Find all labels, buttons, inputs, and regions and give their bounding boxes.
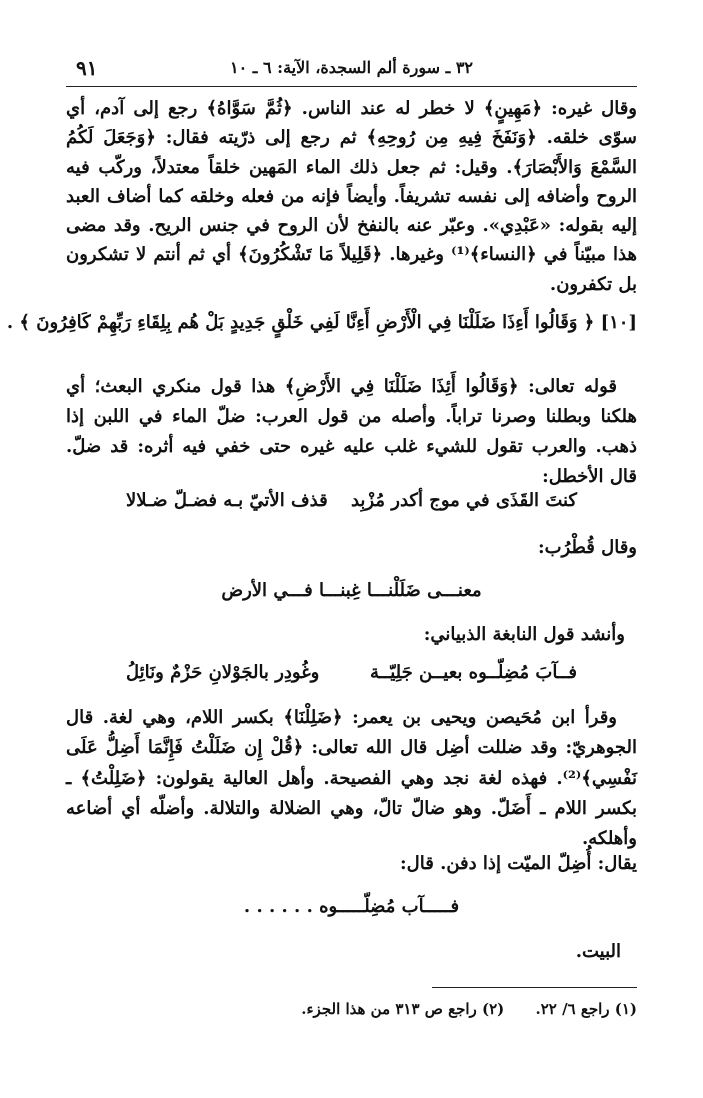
running-head: ٣٢ ـ سورة ألم السجدة، الآية: ٦ ـ ١٠ — [229, 58, 474, 77]
poem-nabigha-second-hemistich: وغُودِر بالجَوْلانِ حَزْمٌ ونَائِلُ — [126, 662, 320, 683]
paragraph-3-text: وقرأ ابن مُحَيصن ويحيى بن يعمر: ﴿ضَلِلْنَا﴾ بكسر اللام، وهي لغة. قال الجوهريّ: وقد ضللت أضِل قال الله تعالى: ﴿قُلْ إِن ضَلَلْتُ فَإِنَّمَا أَضِلُّ عَلَى نَفْسِي﴾⁽²⁾. فهذه لغة نجد وهي الفصيحة. وأهل العالية يقولون: ﴿ضَلِلْتُ﴾ ـ بكسر اللام ـ أَضَلّ. وهو ضالّ تالّ، وهي الضلالة والتلالة. وأضلّه أي أضاعه وأهلكه. — [66, 707, 637, 850]
footnote-divider — [432, 987, 637, 988]
footnotes — [301, 1000, 637, 1018]
paragraph-2-text: قوله تعالى: ﴿وَقَالُوا أَئِذَا ضَلَلْنَا فِي الأَرْضِ﴾ هذا قول منكري البعث؛ أي هلكنا وبطلنا وصرنا تراباً. وأصله من قول العرب: ضلّ الماء في اللبن إذا ذهب. والعرب تقول للشيء غلب عليه غيره حتى خفي فيه أثره: قد ضلّ. قال الأخطل: — [66, 376, 637, 487]
paragraph-2 — [66, 372, 637, 492]
al-bayt: البيت. — [575, 941, 621, 962]
poem-akhtal-first-hemistich: كنتَ القَذَى في موج أكدر مُزْبِد — [350, 490, 577, 511]
paragraph-1 — [66, 94, 637, 299]
verse-10 — [6, 312, 637, 333]
poem-akhtal — [66, 490, 637, 520]
poem-nabigha-first-hemistich: فــآبَ مُضِلّــوه بعيــن جَلِيّــة — [370, 662, 577, 683]
qutrub-intro: وقال قُطْرُب: — [537, 537, 637, 558]
paragraph-3 — [66, 703, 637, 854]
verse-text: ﴿ وَقَالُوا أَءِذَا ضَلَلْنَا فِي الْأَرْضِ أَءِنَّا لَفِي خَلْقٍ جَدِيدٍ بَلْ هُم بِلِقَاءِ رَبِّهِمْ كَافِرُونَ ﴾ . — [6, 312, 595, 333]
nabigha-intro: وأنشد قول النابغة الذبياني: — [423, 624, 625, 645]
page-header — [66, 56, 637, 87]
footnote-1: (١) راجع ٦/ ٢٢. — [535, 1000, 637, 1018]
verse-number: [١٠] — [600, 312, 637, 333]
poem-nabigha — [66, 662, 637, 692]
poem-qutrub: معنـــى ضَلَلْنـــا غِبنـــا فـــي الأرض — [221, 580, 482, 601]
poem-fragment: فـــــآب مُضِلّـــــوه . . . . . . — [243, 896, 460, 917]
page-number: ٩١ — [76, 56, 98, 80]
footnote-2: (٢) راجع ص ٣١٣ من هذا الجزء. — [301, 1000, 505, 1018]
yuqal-line: يقال: أُضِلّ الميّت إذا دفن. قال: — [400, 853, 637, 874]
paragraph-1-text: وقال غيره: ﴿مَهِينٍ﴾ لا خطر له عند الناس. ﴿ثُمَّ سَوَّاهُ﴾ رجع إلى آدم، أي سوّى خلقه. ﴿وَنَفَخَ فِيهِ مِن رُوحِهِ﴾ ثم رجع إلى ذرّيته فقال: ﴿وَجَعَلَ لَكُمُ السَّمْعَ وَالأَبْصَارَ﴾. وقيل: ثم جعل ذلك الماء المَهين خلقاً معتدلاً، وركّب فيه الروح وأضافه إلى نفسه تشريفاً. وأيضاً فإنه من فعله وخلقه كما أضاف العبد إليه بقوله: «عَبْدِي». وعبّر عنه بالنفخ لأن الروح في جنس الريح. وقد مضى هذا مبيّناً في ﴿النساء﴾⁽¹⁾ وغيرها. ﴿قَلِيلاً مَا تَشْكُرُونَ﴾ أي ثم أنتم لا تشكرون بل تكفرون. — [66, 98, 638, 295]
poem-akhtal-second-hemistich: قذف الأتيّ بـه فضـلّ ضـلالا — [126, 490, 328, 511]
